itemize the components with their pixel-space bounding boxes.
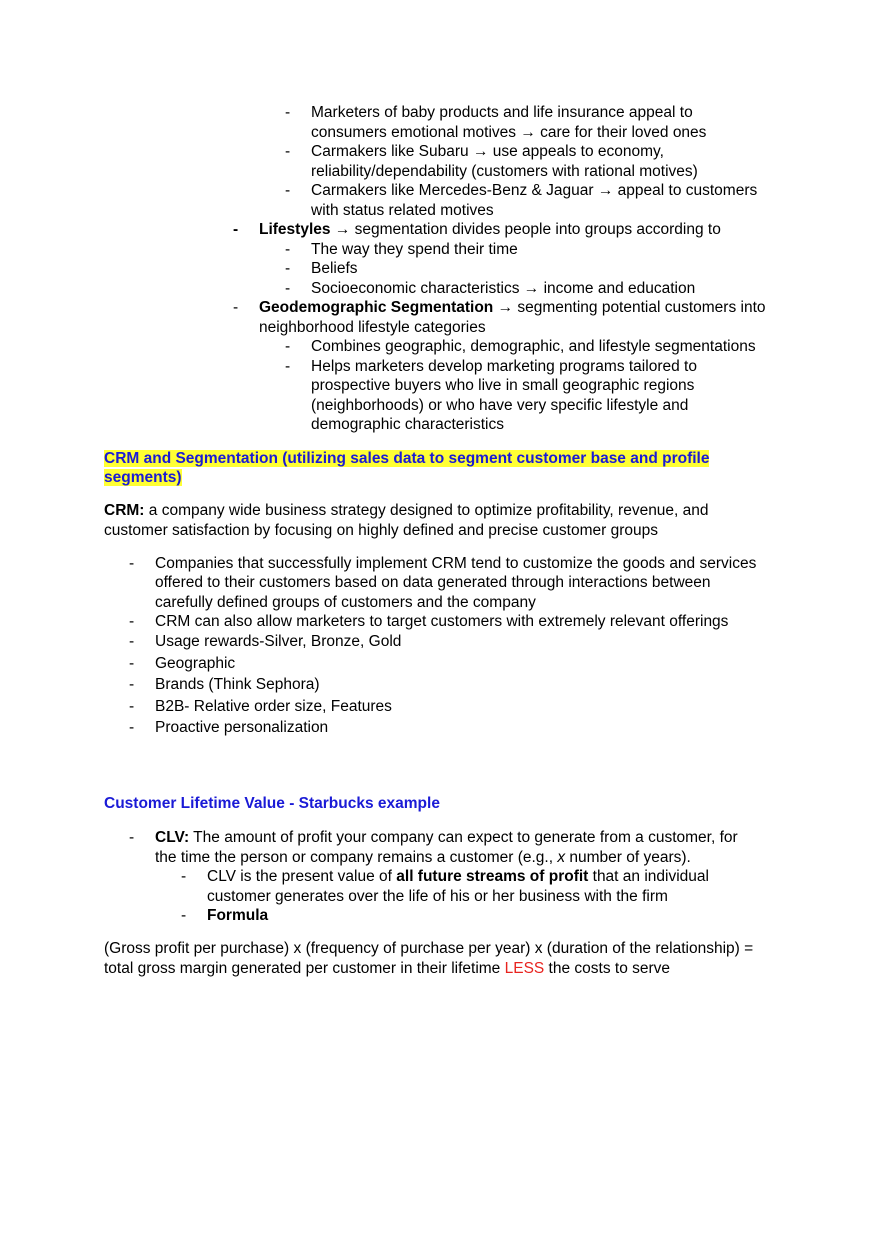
list-dash: - bbox=[129, 613, 135, 630]
crm-heading bbox=[104, 449, 709, 469]
lifestyles-desc: → segmentation divides people into groups according to bbox=[330, 221, 721, 238]
list-item: Geographic bbox=[155, 655, 236, 672]
formula-less: LESS bbox=[504, 960, 545, 977]
list-item: B2B- Relative order size, Features bbox=[155, 698, 392, 715]
list-dash: - bbox=[285, 104, 291, 121]
clv-sub-text: CLV is the present value of bbox=[207, 868, 397, 885]
list-item: Combines geographic, demographic, and lifestyle segmentations bbox=[311, 338, 756, 355]
geodemographic-line bbox=[259, 298, 766, 318]
list-item-line: Carmakers like Subaru → use appeals to economy, bbox=[311, 143, 664, 160]
list-dash: - bbox=[181, 868, 187, 885]
clv-term: CLV: bbox=[155, 829, 190, 846]
crm-heading bbox=[104, 468, 182, 488]
geodemographic-desc: → segmenting potential customers into bbox=[493, 299, 766, 316]
list-item-line: prospective buyers who live in small geographic regions bbox=[311, 377, 695, 394]
geodemographic-term: Geodemographic Segmentation bbox=[259, 299, 494, 316]
crm-def-text: a company wide business strategy designed to optimize profitability, revenue, and bbox=[144, 502, 709, 519]
clv-sub-item bbox=[207, 867, 709, 887]
list-dash: - bbox=[285, 143, 291, 160]
list-dash: - bbox=[285, 280, 291, 297]
clv-definition bbox=[155, 828, 738, 848]
list-item: Usage rewards-Silver, Bronze, Gold bbox=[155, 633, 402, 650]
formula-line2 bbox=[104, 959, 670, 979]
list-dash: - bbox=[129, 633, 135, 650]
clv-sub-bold: all future streams of profit bbox=[396, 868, 589, 885]
list-item: CRM can also allow marketers to target customers with extremely relevant offerings bbox=[155, 613, 729, 630]
list-item-line: (neighborhoods) or who have very specific lifestyle and bbox=[311, 397, 689, 414]
list-dash: - bbox=[233, 299, 239, 316]
list-dash: - bbox=[285, 182, 291, 199]
clv-def-text: The amount of profit your company can expect to generate from a customer, for bbox=[189, 829, 738, 846]
list-item: Beliefs bbox=[311, 260, 358, 277]
lifestyles-line bbox=[259, 220, 721, 240]
crm-definition bbox=[104, 501, 709, 521]
list-dash: - bbox=[129, 698, 135, 715]
crm-def-term: CRM: bbox=[104, 502, 145, 519]
list-item-line: with status related motives bbox=[311, 202, 494, 219]
list-dash: - bbox=[129, 676, 135, 693]
clv-line2-text: the time the person or company remains a customer (e.g., bbox=[155, 849, 558, 866]
list-item-line: Marketers of baby products and life insurance appeal to bbox=[311, 104, 693, 121]
list-dash: - bbox=[129, 829, 135, 846]
clv-line2-text: number of years). bbox=[565, 849, 691, 866]
crm-heading-line1: CRM and Segmentation (utilizing sales data to segment customer base and profile bbox=[104, 450, 710, 467]
list-dash: - bbox=[285, 358, 291, 375]
list-dash: - bbox=[285, 260, 291, 277]
list-item: The way they spend their time bbox=[311, 241, 518, 258]
list-dash: - bbox=[285, 338, 291, 355]
clv-heading: Customer Lifetime Value - Starbucks example bbox=[104, 795, 440, 812]
clv-line2-x: x bbox=[557, 849, 566, 866]
list-item: Socioeconomic characteristics → income and education bbox=[311, 280, 696, 297]
crm-heading-line2: segments) bbox=[104, 469, 182, 486]
list-item-line: Companies that successfully implement CRM tend to customize the goods and services bbox=[155, 555, 757, 572]
list-item-line: Helps marketers develop marketing programs tailored to bbox=[311, 358, 697, 375]
list-item-line: consumers emotional motives → care for their loved ones bbox=[311, 124, 707, 141]
lifestyles-term: Lifestyles bbox=[259, 221, 331, 238]
list-dash: - bbox=[233, 221, 239, 238]
list-item-line: demographic characteristics bbox=[311, 416, 504, 433]
formula-label: Formula bbox=[207, 907, 269, 924]
list-dash: - bbox=[181, 907, 187, 924]
list-dash: - bbox=[129, 719, 135, 736]
geodemographic-desc-line2: neighborhood lifestyle categories bbox=[259, 319, 486, 336]
list-item-line: offered to their customers based on data generated through interactions between bbox=[155, 574, 711, 591]
crm-definition-line2: customer satisfaction by focusing on highly defined and precise customer groups bbox=[104, 522, 658, 539]
list-item: Brands (Think Sephora) bbox=[155, 676, 320, 693]
formula-text: the costs to serve bbox=[544, 960, 671, 977]
list-item-line: carefully defined groups of customers and the company bbox=[155, 594, 536, 611]
list-dash: - bbox=[129, 655, 135, 672]
formula-line1: (Gross profit per purchase) x (frequency of purchase per year) x (duration of the relationship) = bbox=[104, 940, 754, 957]
list-item-line: reliability/dependability (customers with rational motives) bbox=[311, 163, 698, 180]
formula-text: total gross margin generated per customer in their lifetime bbox=[104, 960, 505, 977]
list-dash: - bbox=[285, 241, 291, 258]
clv-sub-item-line2: customer generates over the life of his or her business with the firm bbox=[207, 888, 668, 905]
clv-sub-text: that an individual bbox=[588, 868, 709, 885]
list-dash: - bbox=[129, 555, 135, 572]
list-item: Proactive personalization bbox=[155, 719, 329, 736]
clv-definition-line2 bbox=[155, 848, 691, 868]
list-item-line: Carmakers like Mercedes-Benz & Jaguar → appeal to customers bbox=[311, 182, 758, 199]
